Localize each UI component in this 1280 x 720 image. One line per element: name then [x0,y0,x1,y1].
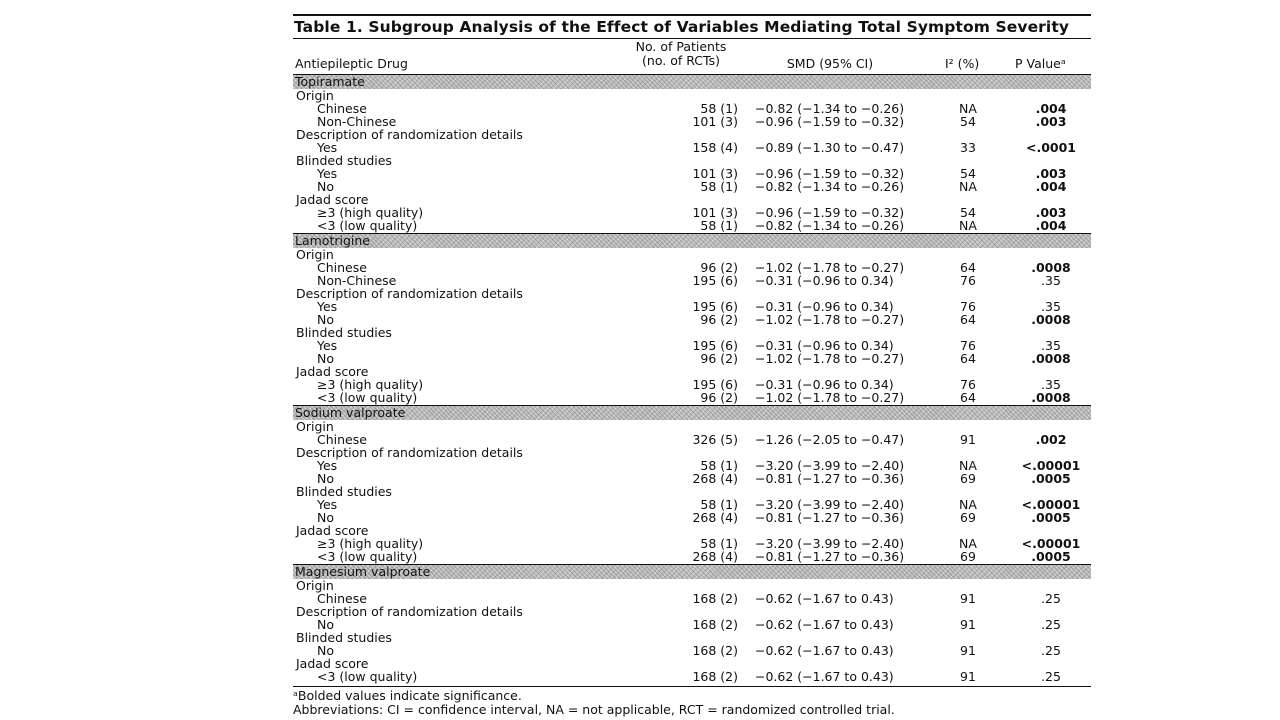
variable-label: Description of randomization details [296,127,523,142]
smd-cell: −0.31 (−0.96 to 0.34) [755,299,894,314]
patients-cell: 58 (1) [700,536,738,551]
column-header-p-value: P Valueᵃ [1015,56,1066,71]
table-row [293,670,1091,683]
smd-cell: −0.82 (−1.34 to −0.26) [755,218,905,233]
smd-cell: −1.02 (−1.78 to −0.27) [755,260,905,275]
column-header-patients-line2: (no. of RCTs) [642,53,720,68]
p-value-cell: .004 [1035,218,1067,233]
table-row [293,141,1091,154]
table-title: Table 1. Subgroup Analysis of the Effect of Variables Mediating Total Symptom Severity [294,18,1070,36]
variable-label: Origin [296,88,334,103]
table-row [293,618,1091,631]
table-row [293,472,1091,485]
patients-cell: 96 (2) [700,260,738,275]
i2-cell: 76 [960,273,976,288]
column-header-drug: Antiepileptic Drug [295,56,408,71]
variable-label: Jadad score [296,364,369,379]
column-header-smd: SMD (95% CI) [786,56,874,71]
patients-cell: 168 (2) [692,643,738,658]
i2-cell: 91 [960,591,976,606]
i2-cell: NA [959,458,977,473]
patients-cell: 58 (1) [700,497,738,512]
p-value-cell: .0008 [1031,260,1071,275]
smd-cell: −0.96 (−1.59 to −0.32) [755,205,905,220]
smd-cell: −0.96 (−1.59 to −0.32) [755,166,905,181]
patients-cell: 96 (2) [700,312,738,327]
patients-cell: 158 (4) [692,140,738,155]
variable-label: Jadad score [296,192,369,207]
group-label: Topiramate [295,74,365,89]
subgroup-label: Non-Chinese [317,114,397,129]
smd-cell: −0.82 (−1.34 to −0.26) [755,179,905,194]
variable-label: Origin [296,419,334,434]
group-label: Magnesium valproate [295,564,431,579]
subgroup-label: No [317,312,334,327]
variable-label: Blinded studies [296,325,392,340]
p-value-cell: <.00001 [1021,497,1081,512]
p-value-cell: .35 [1041,338,1061,353]
p-value-cell: <.00001 [1021,458,1081,473]
smd-cell: −0.31 (−0.96 to 0.34) [755,338,894,353]
p-value-cell: .0008 [1031,351,1071,366]
subgroup-label: Yes [317,299,338,314]
smd-cell: −1.26 (−2.05 to −0.47) [755,432,905,447]
i2-cell: 54 [960,166,976,181]
i2-cell: NA [959,101,977,116]
i2-cell: 69 [960,549,976,564]
subgroup-label: No [317,179,334,194]
column-header-i2: I² (%) [945,56,980,71]
smd-cell: −3.20 (−3.99 to −2.40) [755,497,905,512]
smd-cell: −0.81 (−1.27 to −0.36) [755,471,905,486]
subgroup-label: Chinese [317,260,367,275]
smd-cell: −0.62 (−1.67 to 0.43) [755,669,894,684]
i2-cell: 64 [960,260,976,275]
patients-cell: 168 (2) [692,617,738,632]
patients-cell: 101 (3) [692,114,738,129]
subgroup-label: Non-Chinese [317,273,397,288]
p-value-cell: .004 [1035,101,1067,116]
table-row [293,180,1091,193]
table-row [293,352,1091,365]
smd-cell: −0.82 (−1.34 to −0.26) [755,101,905,116]
subgroup-label: <3 (low quality) [317,390,418,405]
p-value-cell: .0008 [1031,390,1071,405]
p-value-cell: .0005 [1031,471,1071,486]
i2-cell: 91 [960,432,976,447]
i2-cell: 76 [960,377,976,392]
p-value-cell: .004 [1035,179,1067,194]
smd-cell: −0.62 (−1.67 to 0.43) [755,617,894,632]
patients-cell: 168 (2) [692,591,738,606]
patients-cell: 58 (1) [700,458,738,473]
table-row [293,313,1091,326]
patients-cell: 268 (4) [692,471,738,486]
i2-cell: 54 [960,205,976,220]
patients-cell: 195 (6) [692,273,738,288]
i2-cell: 69 [960,471,976,486]
smd-cell: −3.20 (−3.99 to −2.40) [755,536,905,551]
i2-cell: 64 [960,312,976,327]
smd-cell: −0.31 (−0.96 to 0.34) [755,273,894,288]
p-value-cell: .003 [1035,166,1067,181]
i2-cell: 76 [960,299,976,314]
i2-cell: 69 [960,510,976,525]
p-value-cell: <.00001 [1021,536,1081,551]
top-rule [293,14,1091,16]
i2-cell: NA [959,179,977,194]
i2-cell: 76 [960,338,976,353]
subgroup-label: ≥3 (high quality) [317,536,424,551]
variable-label: Origin [296,247,334,262]
i2-cell: 91 [960,617,976,632]
i2-cell: NA [959,536,977,551]
variable-label: Jadad score [296,656,369,671]
column-header-patients [611,40,751,68]
group-header-row [293,564,1091,579]
subgroup-label: <3 (low quality) [317,218,418,233]
patients-cell: 195 (6) [692,338,738,353]
subgroup-label: No [317,510,334,525]
group-label: Lamotrigine [295,233,370,248]
variable-label: Jadad score [296,523,369,538]
p-value-cell: .0008 [1031,312,1071,327]
smd-cell: −0.31 (−0.96 to 0.34) [755,377,894,392]
patients-cell: 101 (3) [692,166,738,181]
smd-cell: −1.02 (−1.78 to −0.27) [755,390,905,405]
table-row [293,511,1091,524]
patients-cell: 58 (1) [700,218,738,233]
p-value-cell: .35 [1041,377,1061,392]
variable-label: Description of randomization details [296,286,523,301]
table-document [293,14,1091,717]
subgroup-label: Yes [317,338,338,353]
p-value-cell: .25 [1041,591,1061,606]
patients-cell: 58 (1) [700,179,738,194]
p-value-cell: .25 [1041,617,1061,632]
subgroup-label: Yes [317,497,338,512]
patients-cell: 326 (5) [692,432,738,447]
subgroup-label: <3 (low quality) [317,549,418,564]
p-value-cell: <.0001 [1025,140,1076,155]
patients-cell: 168 (2) [692,669,738,684]
table-row [293,550,1091,563]
subgroup-label: No [317,351,334,366]
patients-cell: 101 (3) [692,205,738,220]
subgroup-label: <3 (low quality) [317,669,418,684]
subgroup-label: Chinese [317,101,367,116]
i2-cell: NA [959,497,977,512]
p-value-cell: .0005 [1031,549,1071,564]
table-footnotes [293,686,1091,717]
i2-cell: 54 [960,114,976,129]
p-value-cell: .0005 [1031,510,1071,525]
p-value-cell: .35 [1041,299,1061,314]
i2-cell: 64 [960,390,976,405]
smd-cell: −3.20 (−3.99 to −2.40) [755,458,905,473]
p-value-cell: .25 [1041,643,1061,658]
variable-label: Blinded studies [296,630,392,645]
i2-cell: 91 [960,643,976,658]
group-header-row [293,74,1091,89]
column-header-patients-line1: No. of Patients [635,39,727,54]
column-header-row [293,39,1091,73]
patients-cell: 96 (2) [700,390,738,405]
subgroup-label: ≥3 (high quality) [317,377,424,392]
subgroup-label: Yes [317,458,338,473]
patients-cell: 195 (6) [692,299,738,314]
p-value-cell: .35 [1041,273,1061,288]
patients-cell: 268 (4) [692,549,738,564]
variable-label: Blinded studies [296,153,392,168]
i2-cell: 33 [960,140,976,155]
patients-cell: 195 (6) [692,377,738,392]
group-label: Sodium valproate [295,405,406,420]
subgroup-label: No [317,471,334,486]
variable-label: Blinded studies [296,484,392,499]
smd-cell: −0.89 (−1.30 to −0.47) [755,140,905,155]
variable-label: Description of randomization details [296,604,523,619]
table-row [293,219,1091,232]
smd-cell: −0.81 (−1.27 to −0.36) [755,510,905,525]
i2-cell: 91 [960,669,976,684]
smd-cell: −0.96 (−1.59 to −0.32) [755,114,905,129]
smd-cell: −0.62 (−1.67 to 0.43) [755,643,894,658]
subgroup-label: No [317,617,334,632]
p-value-cell: .003 [1035,205,1067,220]
p-value-cell: .002 [1035,432,1067,447]
table-row [293,644,1091,657]
subgroup-label: Yes [317,140,338,155]
smd-cell: −1.02 (−1.78 to −0.27) [755,351,905,366]
p-value-cell: .003 [1035,114,1067,129]
p-value-cell: .25 [1041,669,1061,684]
patients-cell: 268 (4) [692,510,738,525]
footnote-significance: ᵃBolded values indicate significance. [293,688,522,703]
table-row [293,391,1091,404]
subgroup-label: ≥3 (high quality) [317,205,424,220]
smd-cell: −0.62 (−1.67 to 0.43) [755,591,894,606]
subgroup-label: No [317,643,334,658]
group-header-row [293,405,1091,420]
i2-cell: NA [959,218,977,233]
subgroup-label: Yes [317,166,338,181]
patients-cell: 58 (1) [700,101,738,116]
smd-cell: −1.02 (−1.78 to −0.27) [755,312,905,327]
table-body [293,74,1091,683]
subgroup-label: Chinese [317,432,367,447]
footnote-abbreviations: Abbreviations: CI = confidence interval, NA = not applicable, RCT = randomized controlled trial. [293,702,895,717]
patients-cell: 96 (2) [700,351,738,366]
subgroup-label: Chinese [317,591,367,606]
group-header-row [293,233,1091,248]
variable-label: Origin [296,578,334,593]
i2-cell: 64 [960,351,976,366]
variable-label: Description of randomization details [296,445,523,460]
smd-cell: −0.81 (−1.27 to −0.36) [755,549,905,564]
